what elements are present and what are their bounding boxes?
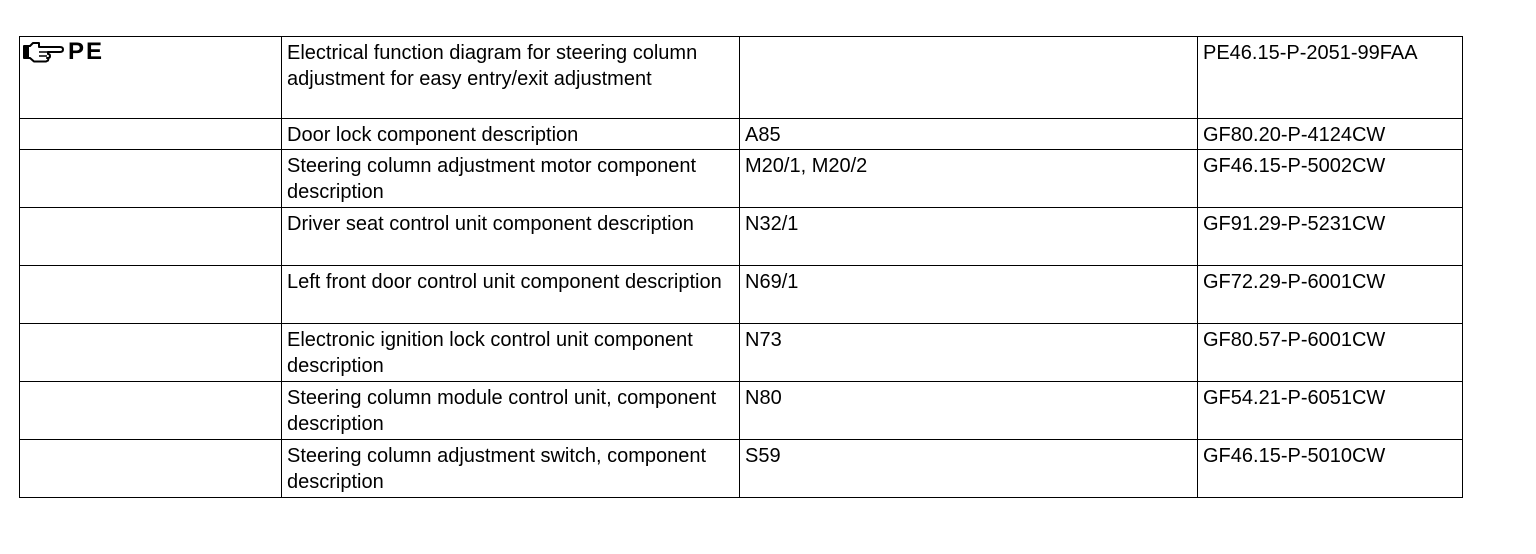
table-row bbox=[20, 382, 1463, 440]
component-cell: M20/1, M20/2 bbox=[740, 150, 1198, 208]
component-cell: N32/1 bbox=[740, 208, 1198, 266]
reference-table bbox=[19, 36, 1463, 498]
marker-cell bbox=[20, 440, 282, 498]
description-cell: Electronic ignition lock control unit component description bbox=[282, 324, 740, 382]
marker-cell bbox=[20, 266, 282, 324]
document-link[interactable]: GF80.20-P-4124CW bbox=[1198, 119, 1463, 150]
pointing-hand-icon bbox=[22, 41, 64, 63]
marker-cell bbox=[20, 382, 282, 440]
document-link[interactable]: GF91.29-P-5231CW bbox=[1198, 208, 1463, 266]
table-row bbox=[20, 208, 1463, 266]
component-cell: N69/1 bbox=[740, 266, 1198, 324]
table-row bbox=[20, 119, 1463, 150]
table-row bbox=[20, 266, 1463, 324]
description-cell: Steering column module control unit, component description bbox=[282, 382, 740, 440]
marker-cell bbox=[20, 208, 282, 266]
description-cell: Steering column adjustment switch, component description bbox=[282, 440, 740, 498]
document-link[interactable]: GF54.21-P-6051CW bbox=[1198, 382, 1463, 440]
table-row bbox=[20, 150, 1463, 208]
pe-marker bbox=[22, 40, 104, 64]
component-cell: A85 bbox=[740, 119, 1198, 150]
document-link[interactable]: GF46.15-P-5002CW bbox=[1198, 150, 1463, 208]
description-cell: Steering column adjustment motor component description bbox=[282, 150, 740, 208]
document-link[interactable]: GF46.15-P-5010CW bbox=[1198, 440, 1463, 498]
marker-cell bbox=[20, 324, 282, 382]
component-cell: N80 bbox=[740, 382, 1198, 440]
marker-cell bbox=[20, 37, 282, 119]
description-cell: Left front door control unit component description bbox=[282, 266, 740, 324]
component-cell bbox=[740, 37, 1198, 119]
document-link[interactable]: GF80.57-P-6001CW bbox=[1198, 324, 1463, 382]
marker-cell bbox=[20, 150, 282, 208]
description-cell: Driver seat control unit component description bbox=[282, 208, 740, 266]
component-cell: S59 bbox=[740, 440, 1198, 498]
description-cell: Door lock component description bbox=[282, 119, 740, 150]
component-cell: N73 bbox=[740, 324, 1198, 382]
table-row bbox=[20, 37, 1463, 119]
description-cell: Electrical function diagram for steering column adjustment for easy entry/exit adjustment bbox=[282, 37, 740, 119]
table-row bbox=[20, 440, 1463, 498]
document-link[interactable]: GF72.29-P-6001CW bbox=[1198, 266, 1463, 324]
marker-cell bbox=[20, 119, 282, 150]
document-link[interactable]: PE46.15-P-2051-99FAA bbox=[1198, 37, 1463, 119]
marker-label: PE bbox=[68, 38, 105, 65]
table-row bbox=[20, 324, 1463, 382]
